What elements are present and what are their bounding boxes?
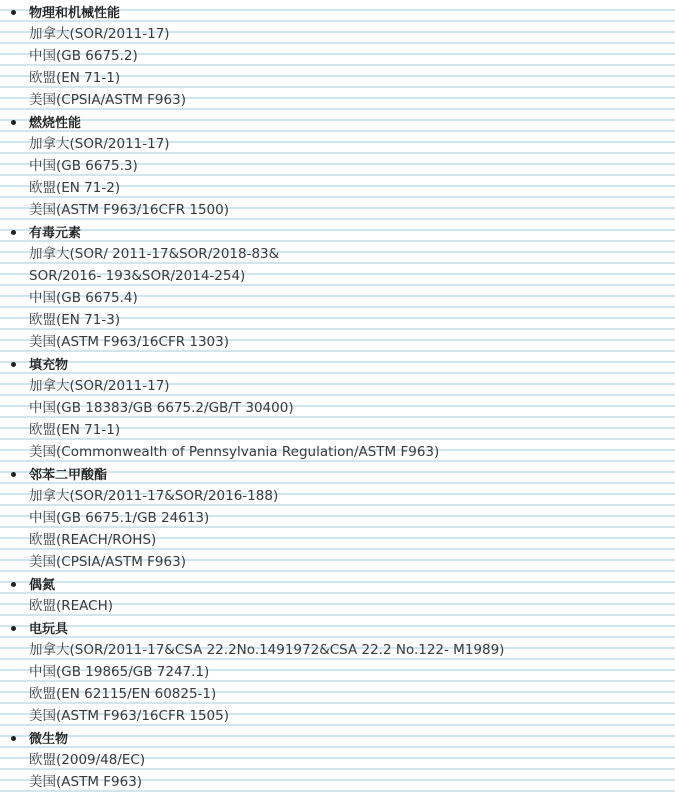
category-title: 燃烧性能 [29, 116, 82, 131]
standard-line: 中国(GB 6675.2) [29, 48, 138, 64]
standard-line: 欧盟(REACH) [29, 598, 114, 614]
standard-line: 欧盟(REACH/ROHS) [29, 532, 157, 548]
standard-line: 美国(ASTM F963) [29, 774, 143, 790]
standard-line: 欧盟(EN 71-2) [29, 180, 121, 196]
standard-line: 欧盟(EN 62115/EN 60825-1) [29, 686, 217, 702]
bullet-icon [11, 736, 16, 741]
category-microbiology [0, 727, 675, 793]
category-heading [0, 353, 675, 375]
standard-line: 加拿大(SOR/2011-17) [29, 378, 170, 394]
category-electric-toys [0, 617, 675, 727]
bullet-icon [11, 10, 16, 15]
bullet-icon [11, 120, 16, 125]
standard-line: 欧盟(EN 71-1) [29, 422, 121, 438]
category-toxic-elements [0, 221, 675, 353]
category-title: 有毒元素 [29, 226, 82, 241]
standard-line: 加拿大(SOR/2011-17) [29, 26, 170, 42]
category-flammability [0, 111, 675, 221]
category-heading [0, 463, 675, 485]
bullet-icon [11, 582, 16, 587]
category-title: 邻苯二甲酸酯 [29, 468, 108, 483]
category-azo [0, 573, 675, 617]
category-title: 微生物 [29, 732, 69, 747]
bullet-icon [11, 626, 16, 631]
standard-line: 加拿大(SOR/2011-17) [29, 136, 170, 152]
standard-line: 欧盟(2009/48/EC) [29, 752, 146, 768]
standard-line: 加拿大(SOR/2011-17&CSA 22.2No.1491972&CSA 22.2 No.122- M1989) [29, 642, 505, 658]
category-heading [0, 617, 675, 639]
category-title: 偶氮 [29, 578, 56, 593]
category-phthalates [0, 463, 675, 573]
standard-line: 美国(CPSIA/ASTM F963) [29, 92, 186, 108]
standard-line: 中国(GB 6675.1/GB 24613) [29, 510, 210, 526]
standard-line: 中国(GB 19865/GB 7247.1) [29, 664, 210, 680]
standard-line: 美国(ASTM F963/16CFR 1303) [29, 334, 230, 350]
standard-line: 中国(GB 6675.3) [29, 158, 138, 174]
category-heading [0, 727, 675, 749]
category-title: 填充物 [29, 358, 69, 373]
standard-line: 美国(ASTM F963/16CFR 1505) [29, 708, 230, 724]
standard-line: 欧盟(EN 71-1) [29, 70, 121, 86]
standard-line: SOR/2016- 193&SOR/2014-254) [29, 268, 246, 284]
standard-line: 欧盟(EN 71-3) [29, 312, 121, 328]
category-heading [0, 1, 675, 23]
bullet-icon [11, 230, 16, 235]
standard-line: 加拿大(SOR/2011-17&SOR/2016-188) [29, 488, 279, 504]
category-physical-mechanical [0, 1, 675, 111]
standard-line: 美国(Commonwealth of Pennsylvania Regulation/ASTM F963) [29, 444, 440, 460]
category-stuffing [0, 353, 675, 463]
category-title: 电玩具 [29, 622, 69, 637]
standard-line: 加拿大(SOR/ 2011-17&SOR/2018-83& [29, 246, 280, 262]
category-heading [0, 221, 675, 243]
category-title: 物理和机械性能 [29, 6, 121, 21]
bullet-icon [11, 362, 16, 367]
standard-line: 中国(GB 6675.4) [29, 290, 138, 306]
category-heading [0, 111, 675, 133]
standard-line: 美国(ASTM F963/16CFR 1500) [29, 202, 230, 218]
standard-line: 中国(GB 18383/GB 6675.2/GB/T 30400) [29, 400, 294, 416]
bullet-icon [11, 472, 16, 477]
category-heading [0, 573, 675, 595]
standard-line: 美国(CPSIA/ASTM F963) [29, 554, 186, 570]
